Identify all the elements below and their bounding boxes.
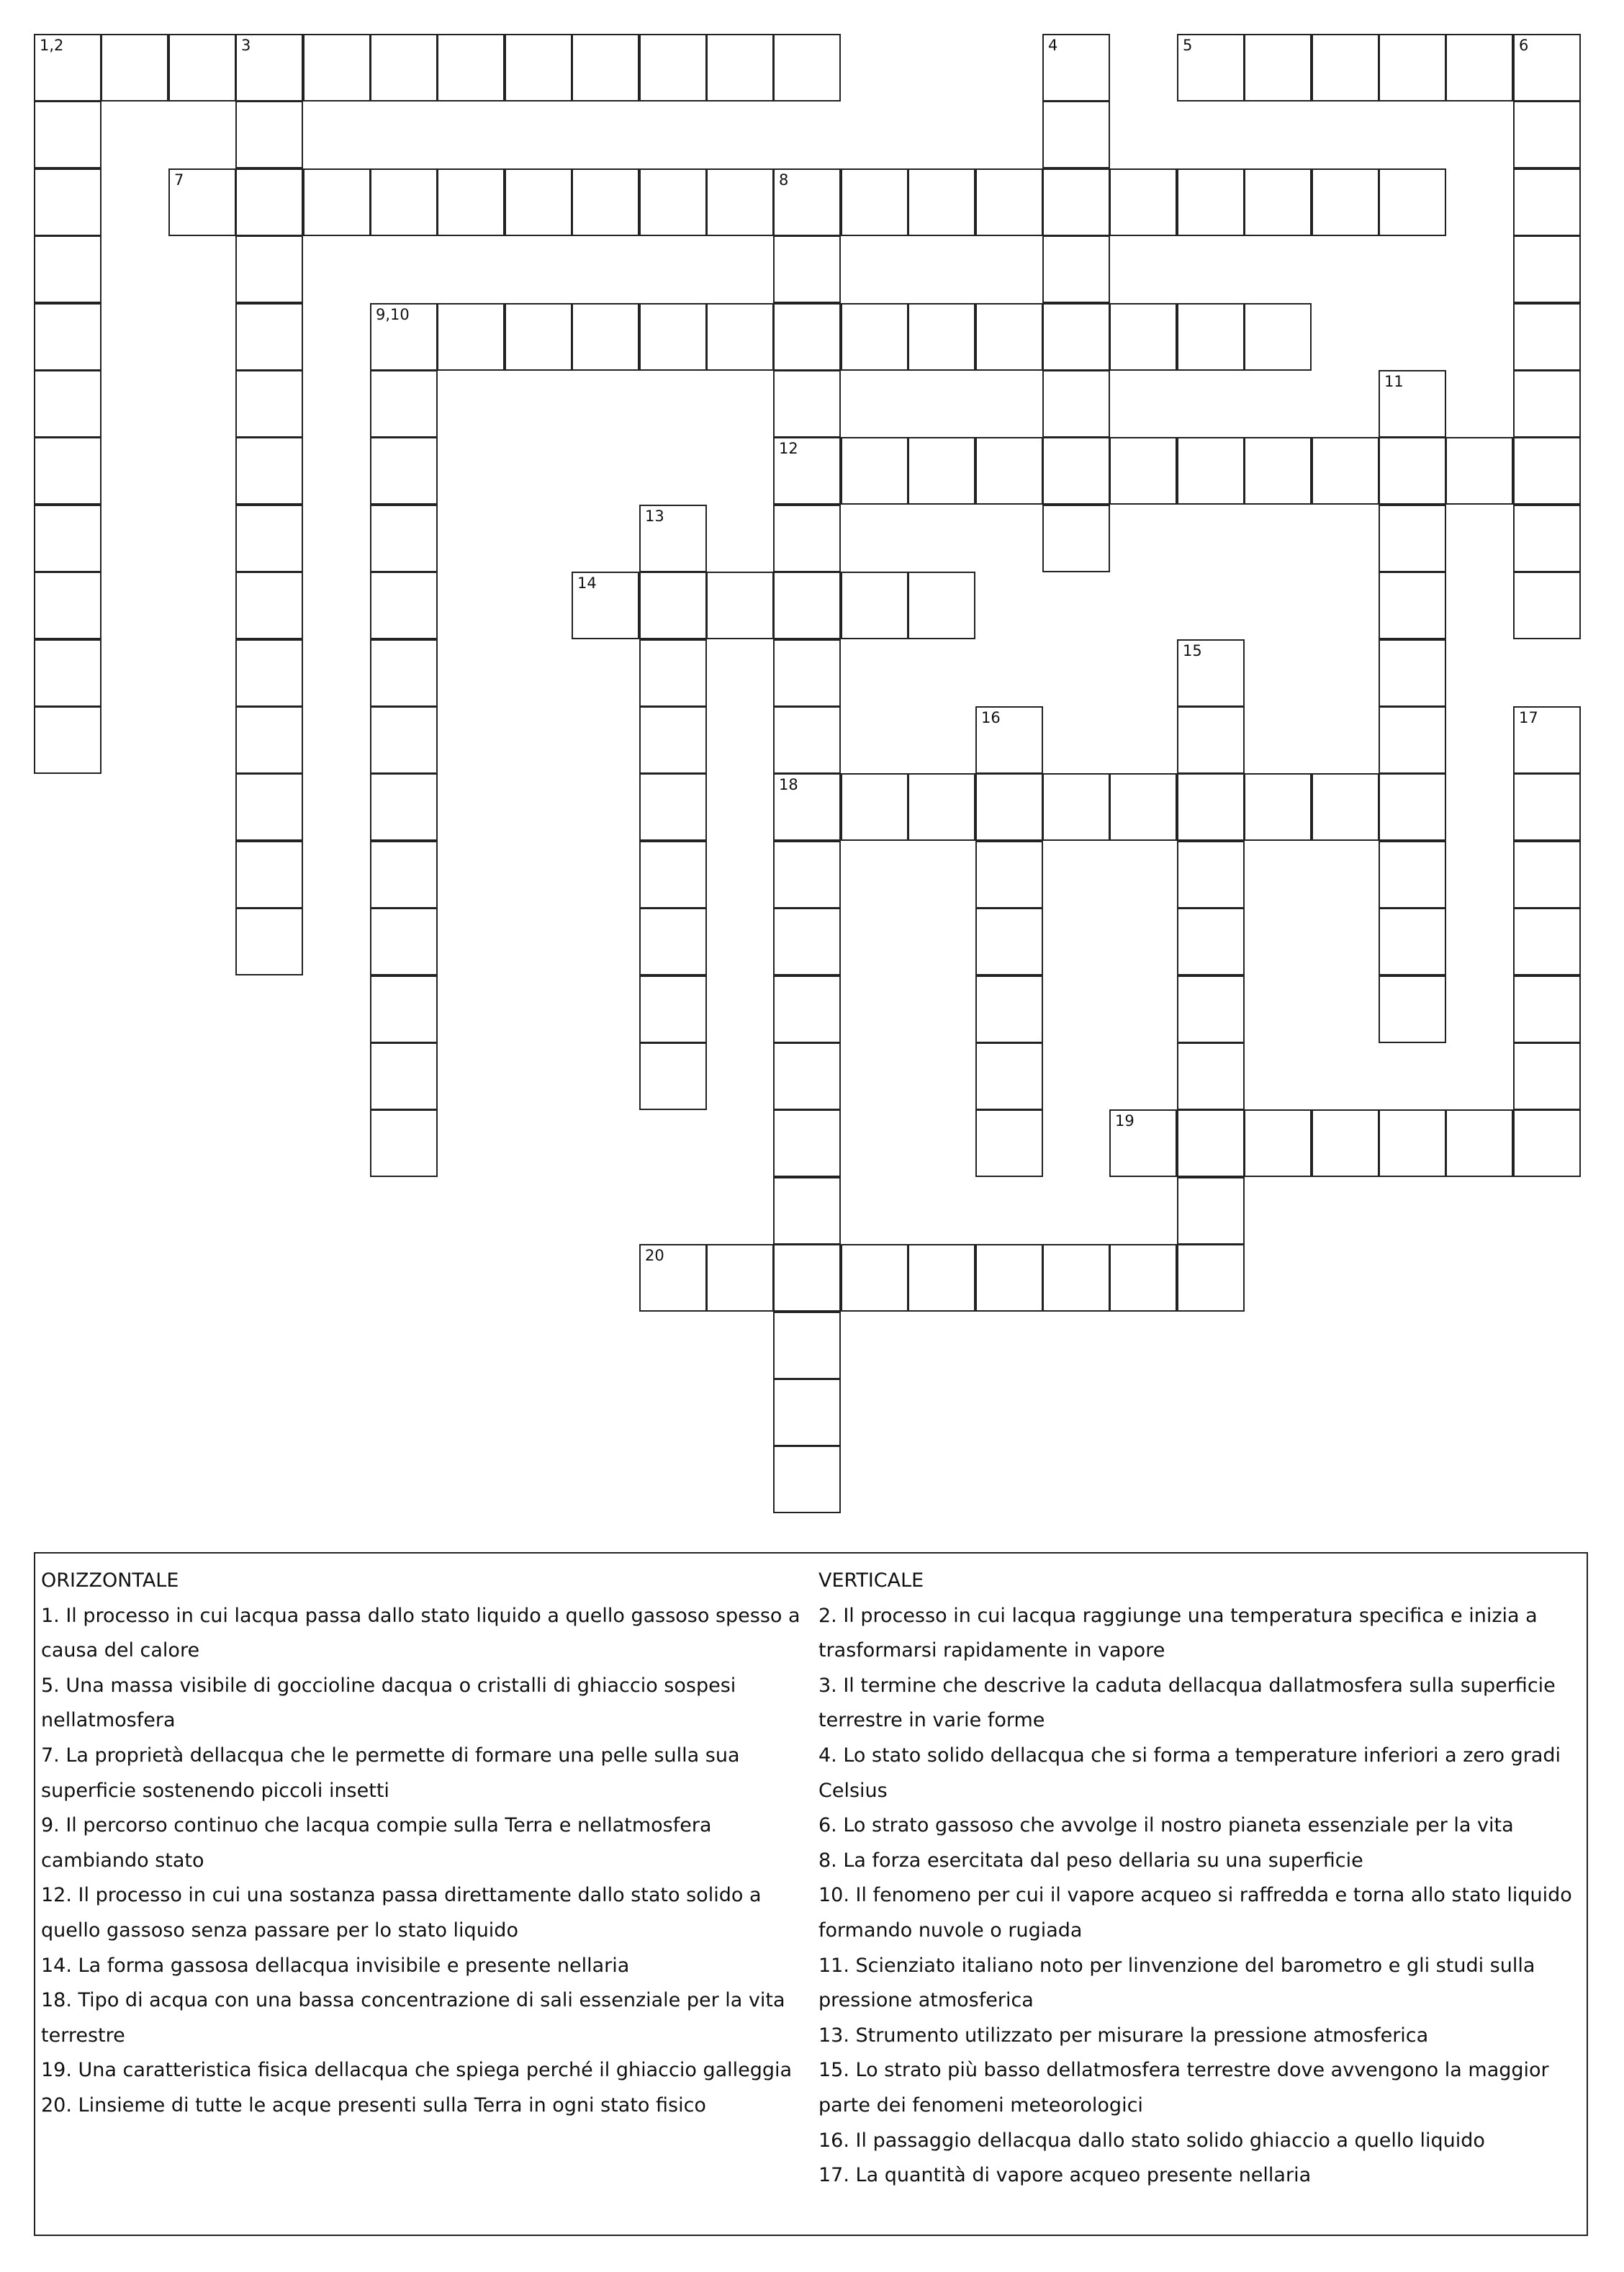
grid-cell[interactable]: [773, 303, 841, 371]
grid-cell[interactable]: [1244, 773, 1312, 841]
grid-cell[interactable]: [773, 1042, 841, 1110]
grid-cell[interactable]: [235, 841, 303, 909]
clue-number: 17: [1519, 709, 1538, 726]
grid-cell[interactable]: [773, 34, 841, 102]
down-clue: 8. La forza esercitata dal peso dellaria su una superficie: [818, 1849, 1363, 1872]
grid-cell[interactable]: [773, 572, 841, 639]
grid-cell[interactable]: [706, 168, 774, 236]
grid-cell[interactable]: [773, 908, 841, 975]
clue-number: 7: [174, 171, 184, 189]
grid-cell[interactable]: [908, 437, 975, 505]
grid-cell[interactable]: [370, 908, 438, 975]
grid-cell[interactable]: [370, 841, 438, 909]
grid-cell[interactable]: [370, 706, 438, 774]
grid-cell[interactable]: [908, 168, 975, 236]
grid-cell[interactable]: [572, 168, 639, 236]
grid-cell[interactable]: [1177, 1042, 1245, 1110]
grid-cell[interactable]: [370, 370, 438, 438]
down-clue: 17. La quantità di vapore acqueo presente nellaria: [818, 2164, 1312, 2187]
grid-cell[interactable]: [1379, 572, 1446, 639]
grid-cell[interactable]: [639, 773, 707, 841]
across-heading: ORIZZONTALE: [41, 1569, 179, 1592]
grid-cell[interactable]: [1513, 908, 1581, 975]
grid-cell[interactable]: [370, 437, 438, 505]
grid-cell[interactable]: [908, 1244, 975, 1312]
grid-cell[interactable]: [1312, 773, 1379, 841]
grid-cell[interactable]: [34, 572, 102, 639]
grid-cell[interactable]: [1042, 101, 1110, 168]
grid-cell[interactable]: [1042, 437, 1110, 505]
grid-cell[interactable]: [1042, 168, 1110, 236]
grid-cell[interactable]: [706, 303, 774, 371]
grid-cell[interactable]: [908, 572, 975, 639]
grid-cell[interactable]: [34, 235, 102, 303]
clue-number: 11: [1384, 373, 1404, 390]
grid-cell[interactable]: [639, 1244, 707, 1312]
grid-cell[interactable]: [639, 908, 707, 975]
grid-cell[interactable]: [101, 34, 168, 102]
grid-cell[interactable]: [1312, 168, 1379, 236]
grid-cell[interactable]: [1379, 370, 1446, 438]
clue-number: 3: [241, 37, 251, 54]
across-clue: 5. Una massa visibile di goccioline dacqua o cristalli di ghiaccio sospesi nellatmosfera: [41, 1674, 736, 1732]
grid-cell[interactable]: [370, 572, 438, 639]
grid-cell[interactable]: [235, 572, 303, 639]
grid-cell[interactable]: [1513, 572, 1581, 639]
grid-cell[interactable]: [1513, 1042, 1581, 1110]
grid-cell[interactable]: [1109, 1109, 1177, 1177]
grid-cell[interactable]: [773, 1446, 841, 1513]
grid-cell[interactable]: [1379, 773, 1446, 841]
grid-cell[interactable]: [639, 706, 707, 774]
grid-cell[interactable]: [1445, 34, 1513, 102]
down-clue: 6. Lo strato gassoso che avvolge il nostro pianeta essenziale per la vita: [818, 1814, 1514, 1837]
grid-cell[interactable]: [303, 168, 371, 236]
grid-cell[interactable]: [235, 437, 303, 505]
grid-cell[interactable]: [773, 773, 841, 841]
grid-cell[interactable]: [773, 706, 841, 774]
down-clue: 13. Strumento utilizzato per misurare la pressione atmosferica: [818, 2024, 1429, 2047]
grid-cell[interactable]: [975, 437, 1043, 505]
grid-cell[interactable]: [1177, 34, 1245, 102]
grid-cell[interactable]: [370, 505, 438, 572]
grid-cell[interactable]: [773, 1177, 841, 1245]
clue-number: 14: [577, 574, 597, 592]
grid-cell[interactable]: [1513, 101, 1581, 168]
grid-cell[interactable]: [975, 841, 1043, 909]
grid-cell[interactable]: [1042, 34, 1110, 102]
grid-cell[interactable]: [1244, 168, 1312, 236]
grid-cell[interactable]: [235, 908, 303, 975]
grid-cell[interactable]: [1513, 235, 1581, 303]
grid-cell[interactable]: [1513, 437, 1581, 505]
grid-cell[interactable]: [773, 975, 841, 1043]
across-clue: 1. Il processo in cui lacqua passa dallo stato liquido a quello gassoso spesso a causa del calore: [41, 1604, 800, 1662]
grid-cell[interactable]: [975, 1042, 1043, 1110]
grid-cell[interactable]: [370, 975, 438, 1043]
grid-cell[interactable]: [370, 1042, 438, 1110]
grid-cell[interactable]: [975, 303, 1043, 371]
grid-cell[interactable]: [1513, 34, 1581, 102]
grid-cell[interactable]: [639, 34, 707, 102]
clue-number: 13: [645, 508, 664, 525]
grid-cell[interactable]: [975, 908, 1043, 975]
grid-cell[interactable]: [168, 34, 236, 102]
grid-cell[interactable]: [639, 1042, 707, 1110]
grid-cell[interactable]: [1379, 706, 1446, 774]
grid-cell[interactable]: [505, 34, 572, 102]
down-clue: 3. Il termine che descrive la caduta dellacqua dallatmosfera sulla superficie terrestre in varie forme: [818, 1674, 1556, 1732]
grid-cell[interactable]: [841, 437, 908, 505]
grid-cell[interactable]: [34, 34, 102, 102]
grid-cell[interactable]: [841, 303, 908, 371]
grid-cell[interactable]: [773, 235, 841, 303]
grid-cell[interactable]: [34, 437, 102, 505]
grid-cell[interactable]: [1513, 975, 1581, 1043]
down-clues: [818, 1564, 1578, 2194]
down-clue: 4. Lo stato solido dellacqua che si forma a temperature inferiori a zero gradi Celsius: [818, 1744, 1561, 1802]
grid-cell[interactable]: [639, 303, 707, 371]
grid-cell[interactable]: [1109, 773, 1177, 841]
grid-cell[interactable]: [1177, 639, 1245, 707]
grid-cell[interactable]: [1244, 437, 1312, 505]
grid-cell[interactable]: [773, 168, 841, 236]
grid-cell[interactable]: [1513, 1109, 1581, 1177]
down-clue: 11. Scienziato italiano noto per linvenzione del barometro e gli studi sulla pressione atmosferica: [818, 1954, 1535, 2012]
down-heading: VERTICALE: [818, 1569, 924, 1592]
grid-cell[interactable]: [505, 168, 572, 236]
grid-cell[interactable]: [235, 706, 303, 774]
grid-cell[interactable]: [1379, 34, 1446, 102]
grid-cell[interactable]: [975, 773, 1043, 841]
grid-cell[interactable]: [639, 639, 707, 707]
grid-cell[interactable]: [841, 1244, 908, 1312]
grid-cell[interactable]: [1177, 975, 1245, 1043]
clue-number: 16: [981, 709, 1001, 726]
grid-cell[interactable]: [1513, 303, 1581, 371]
across-clue: 18. Tipo di acqua con una bassa concentrazione di sali essenziale per la vita terrestre: [41, 1989, 785, 2047]
clue-number: 4: [1048, 37, 1058, 54]
clue-number: 9,10: [376, 306, 410, 323]
grid-cell[interactable]: [34, 639, 102, 707]
down-clue: 15. Lo strato più basso dellatmosfera terrestre dove avvengono la maggior parte dei fenomeni meteorologici: [818, 2059, 1549, 2117]
grid-cell[interactable]: [975, 975, 1043, 1043]
grid-cell[interactable]: [1042, 235, 1110, 303]
grid-cell[interactable]: [841, 572, 908, 639]
grid-cell[interactable]: [1109, 437, 1177, 505]
grid-cell[interactable]: [1042, 505, 1110, 572]
grid-cell[interactable]: [1312, 34, 1379, 102]
grid-cell[interactable]: [370, 773, 438, 841]
grid-cell[interactable]: [303, 34, 371, 102]
grid-cell[interactable]: [370, 34, 438, 102]
grid-cell[interactable]: [1177, 168, 1245, 236]
grid-cell[interactable]: [773, 1312, 841, 1379]
down-clue: 2. Il processo in cui lacqua raggiunge una temperatura specifica e inizia a trasformarsi rapidamente in vapore: [818, 1604, 1538, 1662]
across-clues: [41, 1564, 804, 2124]
clue-number: 6: [1519, 37, 1529, 54]
grid-cell[interactable]: [1042, 1244, 1110, 1312]
grid-cell[interactable]: [1379, 505, 1446, 572]
grid-cell[interactable]: [235, 639, 303, 707]
grid-cell[interactable]: [437, 168, 505, 236]
grid-cell[interactable]: [168, 168, 236, 236]
clue-number: 15: [1183, 642, 1202, 659]
grid-cell[interactable]: [235, 101, 303, 168]
grid-cell[interactable]: [975, 706, 1043, 774]
grid-cell[interactable]: [235, 370, 303, 438]
grid-cell[interactable]: [235, 235, 303, 303]
grid-cell[interactable]: [1177, 773, 1245, 841]
grid-cell[interactable]: [975, 168, 1043, 236]
grid-cell[interactable]: [706, 34, 774, 102]
grid-cell[interactable]: [370, 168, 438, 236]
grid-cell[interactable]: [1513, 706, 1581, 774]
grid-cell[interactable]: [437, 303, 505, 371]
grid-cell[interactable]: [1513, 773, 1581, 841]
grid-cell[interactable]: [773, 841, 841, 909]
grid-cell[interactable]: [370, 639, 438, 707]
across-clue: 19. Una caratteristica fisica dellacqua che spiega perché il ghiaccio galleggia: [41, 2059, 793, 2082]
clue-number: 18: [779, 776, 798, 793]
grid-cell[interactable]: [370, 1109, 438, 1177]
grid-cell[interactable]: [1379, 975, 1446, 1043]
grid-cell[interactable]: [1177, 841, 1245, 909]
grid-cell[interactable]: [773, 1109, 841, 1177]
clue-number: 1,2: [40, 37, 64, 54]
grid-cell[interactable]: [437, 34, 505, 102]
grid-cell[interactable]: [773, 437, 841, 505]
grid-cell[interactable]: [639, 975, 707, 1043]
grid-cell[interactable]: [235, 168, 303, 236]
grid-cell[interactable]: [639, 505, 707, 572]
grid-cell[interactable]: [1109, 168, 1177, 236]
across-clue: 12. Il processo in cui una sostanza passa direttamente dallo stato solido a quello gassoso senza passare per lo stato liquido: [41, 1884, 762, 1942]
grid-cell[interactable]: [1177, 908, 1245, 975]
grid-cell[interactable]: [1379, 639, 1446, 707]
grid-cell[interactable]: [773, 505, 841, 572]
grid-cell[interactable]: [1513, 168, 1581, 236]
grid-cell[interactable]: [34, 706, 102, 774]
grid-cell[interactable]: [34, 168, 102, 236]
grid-cell[interactable]: [1379, 908, 1446, 975]
clue-number: 12: [779, 440, 798, 457]
grid-cell[interactable]: [1379, 168, 1446, 236]
grid-cell[interactable]: [1109, 303, 1177, 371]
clues-box: [34, 1552, 1588, 2236]
grid-cell[interactable]: [975, 1109, 1043, 1177]
grid-cell[interactable]: [235, 505, 303, 572]
grid-cell[interactable]: [34, 303, 102, 371]
grid-cell[interactable]: [1177, 437, 1245, 505]
grid-cell[interactable]: [1177, 706, 1245, 774]
grid-cell[interactable]: [370, 303, 438, 371]
grid-cell[interactable]: [1312, 1109, 1379, 1177]
grid-cell[interactable]: [1042, 773, 1110, 841]
grid-cell[interactable]: [34, 101, 102, 168]
grid-cell[interactable]: [706, 1244, 774, 1312]
grid-cell[interactable]: [1379, 841, 1446, 909]
grid-cell[interactable]: [1445, 437, 1513, 505]
grid-cell[interactable]: [841, 773, 908, 841]
grid-cell[interactable]: [773, 1379, 841, 1446]
grid-cell[interactable]: [1445, 1109, 1513, 1177]
grid-cell[interactable]: [572, 34, 639, 102]
grid-cell[interactable]: [1177, 1244, 1245, 1312]
grid-cell[interactable]: [1177, 303, 1245, 371]
grid-cell[interactable]: [1042, 303, 1110, 371]
grid-cell[interactable]: [235, 773, 303, 841]
grid-cell[interactable]: [773, 639, 841, 707]
grid-cell[interactable]: [34, 505, 102, 572]
down-clue: 10. Il fenomeno per cui il vapore acqueo si raffredda e torna allo stato liquido formando nuvole o rugiada: [818, 1884, 1572, 1942]
grid-cell[interactable]: [706, 572, 774, 639]
grid-cell[interactable]: [639, 841, 707, 909]
grid-cell[interactable]: [908, 303, 975, 371]
across-clue: 9. Il percorso continuo che lacqua compie sulla Terra e nellatmosfera cambiando stato: [41, 1814, 712, 1872]
grid-cell[interactable]: [505, 303, 572, 371]
grid-cell[interactable]: [639, 572, 707, 639]
grid-cell[interactable]: [841, 168, 908, 236]
grid-cell[interactable]: [1513, 370, 1581, 438]
grid-cell[interactable]: [639, 168, 707, 236]
grid-cell[interactable]: [1042, 370, 1110, 438]
clue-number: 8: [779, 171, 789, 189]
grid-cell[interactable]: [975, 1244, 1043, 1312]
grid-cell[interactable]: [1513, 841, 1581, 909]
clue-number: 5: [1183, 37, 1193, 54]
grid-cell[interactable]: [1513, 505, 1581, 572]
grid-cell[interactable]: [773, 1244, 841, 1312]
grid-cell[interactable]: [1379, 1109, 1446, 1177]
grid-cell[interactable]: [1244, 34, 1312, 102]
grid-cell[interactable]: [1312, 437, 1379, 505]
grid-cell[interactable]: [572, 572, 639, 639]
grid-cell[interactable]: [1109, 1244, 1177, 1312]
grid-cell[interactable]: [908, 773, 975, 841]
grid-cell[interactable]: [1177, 1177, 1245, 1245]
grid-cell[interactable]: [1177, 1109, 1245, 1177]
across-clue: 7. La proprietà dellacqua che le permette di formare una pelle sulla sua superficie sostenendo piccoli insetti: [41, 1744, 740, 1802]
grid-cell[interactable]: [572, 303, 639, 371]
grid-cell[interactable]: [235, 34, 303, 102]
grid-cell[interactable]: [1244, 303, 1312, 371]
grid-cell[interactable]: [34, 370, 102, 438]
grid-cell[interactable]: [773, 370, 841, 438]
grid-cell[interactable]: [1379, 437, 1446, 505]
across-clue: 14. La forma gassosa dellacqua invisibile e presente nellaria: [41, 1954, 630, 1977]
down-clue: 16. Il passaggio dellacqua dallo stato solido ghiaccio a quello liquido: [818, 2129, 1485, 2152]
across-clue: 20. Linsieme di tutte le acque presenti sulla Terra in ogni stato fisico: [41, 2093, 706, 2117]
clue-number: 20: [645, 1247, 664, 1264]
clue-number: 19: [1115, 1112, 1134, 1130]
grid-cell[interactable]: [235, 303, 303, 371]
grid-cell[interactable]: [1244, 1109, 1312, 1177]
